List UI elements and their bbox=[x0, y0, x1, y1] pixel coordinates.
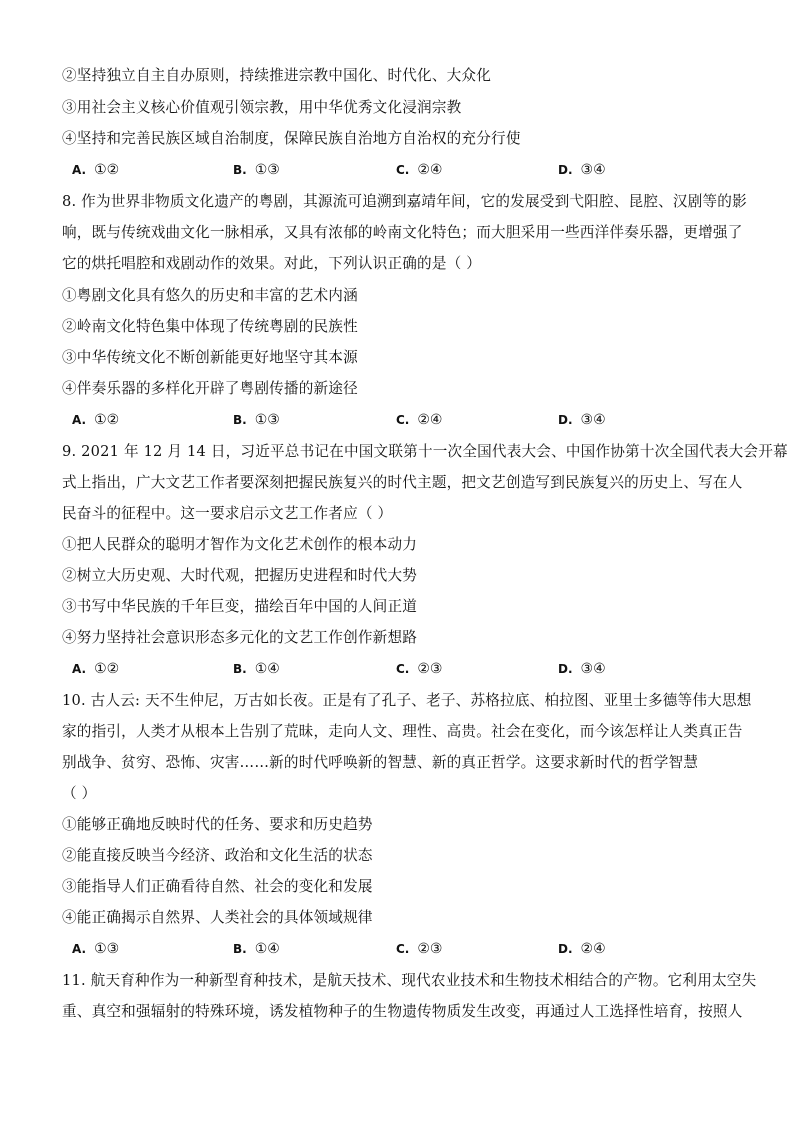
q10-option-a[interactable]: A. ①③ bbox=[72, 941, 120, 957]
q8-stem-line-2: 响，既与传统戏曲文化一脉相承，又具有浓郁的岭南文化特色；而大胆采用一些西洋伴奏乐器，更增强了 bbox=[62, 224, 743, 241]
q9-option-a[interactable]: A. ①② bbox=[72, 661, 120, 677]
q9-statement-4: ④努力坚持社会意识形态多元化的文艺工作创作新想路 bbox=[62, 629, 418, 646]
q7-option-c[interactable]: C. ②④ bbox=[396, 162, 443, 178]
q7-option-d[interactable]: D. ③④ bbox=[558, 162, 606, 178]
q9-statement-2: ②树立大历史观、大时代观，把握历史进程和时代大势 bbox=[62, 567, 418, 584]
q10-statement-4: ④能正确揭示自然界、人类社会的具体领域规律 bbox=[62, 909, 373, 926]
q10-statement-1: ①能够正确地反映时代的任务、要求和历史趋势 bbox=[62, 816, 373, 833]
q8-option-b[interactable]: B. ①③ bbox=[233, 412, 280, 428]
q8-stem-line-3: 它的烘托唱腔和戏剧动作的效果。对此，下列认识正确的是（ ） bbox=[62, 255, 482, 272]
q10-option-c[interactable]: C. ②③ bbox=[396, 941, 443, 957]
q8-option-c[interactable]: C. ②④ bbox=[396, 412, 443, 428]
q10-stem-line-4: （ ） bbox=[62, 785, 97, 802]
q10-statement-2: ②能直接反映当今经济、政治和文化生活的状态 bbox=[62, 847, 373, 864]
q9-stem-line-3: 民奋斗的征程中。这一要求启示文艺工作者应（ ） bbox=[62, 505, 393, 522]
q9-option-d[interactable]: D. ③④ bbox=[558, 661, 606, 677]
q10-statement-3: ③能指导人们正确看待自然、社会的变化和发展 bbox=[62, 878, 373, 895]
q9-option-c[interactable]: C. ②③ bbox=[396, 661, 443, 677]
q10-stem-line-1: 10. 古人云: 天不生仲尼，万古如长夜。正是有了孔子、老子、苏格拉底、柏拉图、亚里士多德等伟大思想 bbox=[62, 692, 752, 709]
q7-statement-4: ④坚持和完善民族区域自治制度，保障民族自治地方自治权的充分行使 bbox=[62, 130, 521, 147]
q7-option-a[interactable]: A. ①② bbox=[72, 162, 120, 178]
q7-option-b[interactable]: B. ①③ bbox=[233, 162, 280, 178]
q9-stem-line-1: 9. 2021 年 12 月 14 日，习近平总书记在中国文联第十一次全国代表大会、中国作协第十次全国代表大会开幕 bbox=[62, 443, 788, 460]
q8-option-d[interactable]: D. ③④ bbox=[558, 412, 606, 428]
q10-option-d[interactable]: D. ②④ bbox=[558, 941, 606, 957]
q11-stem-line-2: 重、真空和强辐射的特殊环境，诱发植物种子的生物遗传物质发生改变，再通过人工选择性培育，按照人 bbox=[62, 1003, 743, 1020]
q9-stem-line-2: 式上指出，广大文艺工作者要深刻把握民族复兴的时代主题，把文艺创造写到民族复兴的历史上、写在人 bbox=[62, 474, 743, 491]
q8-stem-line-1: 8. 作为世界非物质文化遗产的粤剧，其源流可追溯到嘉靖年间，它的发展受到弋阳腔、昆腔、汉剧等的影 bbox=[62, 193, 747, 210]
q11-stem-line-1: 11. 航天育种作为一种新型育种技术，是航天技术、现代农业技术和生物技术相结合的产物。它利用太空失 bbox=[62, 972, 757, 989]
q9-statement-1: ①把人民群众的聪明才智作为文化艺术创作的根本动力 bbox=[62, 536, 418, 553]
q7-statement-2: ②坚持独立自主自办原则，持续推进宗教中国化、时代化、大众化 bbox=[62, 67, 492, 84]
q8-statement-1: ①粤剧文化具有悠久的历史和丰富的艺术内涵 bbox=[62, 287, 358, 304]
q8-option-a[interactable]: A. ①② bbox=[72, 412, 120, 428]
q10-stem-line-3: 别战争、贫穷、恐怖、灾害……新的时代呼唤新的智慧、新的真正哲学。这要求新时代的哲学智慧 bbox=[62, 754, 699, 771]
q7-statement-3: ③用社会主义核心价值观引领宗教，用中华优秀文化浸润宗教 bbox=[62, 99, 462, 116]
q8-statement-2: ②岭南文化特色集中体现了传统粤剧的民族性 bbox=[62, 318, 358, 335]
q10-stem-line-2: 家的指引，人类才从根本上告别了荒昧，走向人文、理性、高贵。社会在变化，而今该怎样让人类真正告 bbox=[62, 723, 743, 740]
q8-statement-4: ④伴奏乐器的多样化开辟了粤剧传播的新途径 bbox=[62, 380, 358, 397]
q9-statement-3: ③书写中华民族的千年巨变，描绘百年中国的人间正道 bbox=[62, 598, 418, 615]
q9-option-b[interactable]: B. ①④ bbox=[233, 661, 280, 677]
q10-option-b[interactable]: B. ①④ bbox=[233, 941, 280, 957]
q8-statement-3: ③中华传统文化不断创新能更好地坚守其本源 bbox=[62, 349, 358, 366]
